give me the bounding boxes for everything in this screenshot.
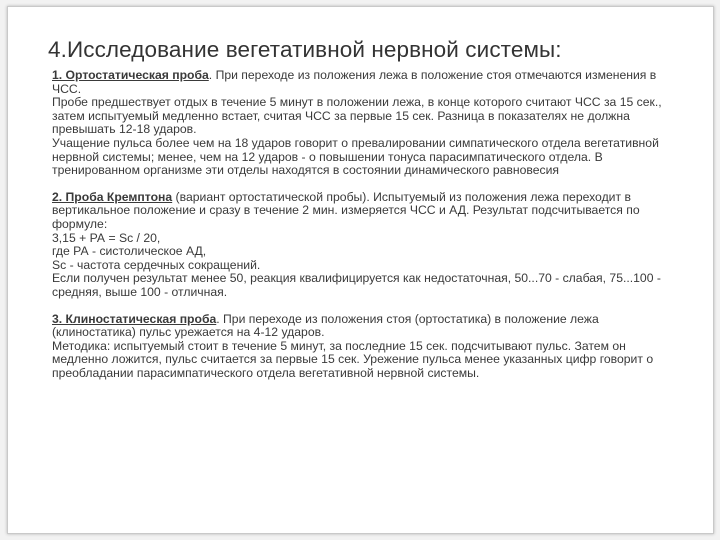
section2-intro bbox=[52, 191, 684, 232]
section3-heading: 3. Клиностатическая проба bbox=[52, 311, 217, 326]
section2-heading: 2. Проба Кремптона bbox=[52, 189, 173, 204]
section1-heading: 1. Ортостатическая проба bbox=[52, 68, 209, 82]
section1-intro-text: . При переходе из положения лежа в положение стоя отмечаются изменения в ЧСС. bbox=[52, 68, 657, 96]
section3-intro-text: . При переходе из положения стоя (ортостатика) в положение лежа (клиностатика) пульс урежается на 4-12 ударов. bbox=[52, 311, 599, 340]
section1-procedure: Пробе предшествует отдых в течение 5 минут в положении лежа, в конце которого считают ЧСС за 15 сек., затем испытуемый медленно встает, считая ЧСС за первые 15 сек. Разница в показателях не должна превышать 12-18 ударов. bbox=[52, 95, 662, 137]
section2-result: Если получен результат менее 50, реакция квалифицируется как недостаточная, 50...70 - слабая, 75...100 - средняя, выше 100 - отличная. bbox=[52, 271, 661, 299]
slide-frame bbox=[7, 6, 714, 534]
section1-intro bbox=[52, 69, 684, 96]
section2-formula: 3,15 + РА = Sc / 20, bbox=[52, 230, 161, 245]
slide-content bbox=[44, 37, 684, 380]
section3-method: Методика: испытуемый стоит в течение 5 минут, за последние 15 сек. подсчитывают пульс. Затем он медленно ложится, пульс считается за первые 15 сек. Урежение пульса менее указанных цифр говорит о преобладании парасимпатического отдела вегетативной нервной системы. bbox=[52, 338, 654, 380]
section1-interpretation: Учащение пульса более чем на 18 ударов говорит о превалировании симпатического отдела вегетативной нервной системы; менее, чем на 12 ударов - о повышении тонуса парасимпатического отдела. В тренированном организме эти отделы находятся в состоянии динамического равновесия bbox=[52, 135, 659, 178]
section2-where-sc: Sc - частота сердечных сокращений. bbox=[52, 257, 261, 272]
section2-intro-text: (вариант ортостатической пробы). Испытуемый из положения лежа переходит в вертикальное положение и сразу в течение 2 мин. измеряется ЧСС и АД. Результат подсчитывается по формуле: bbox=[52, 189, 640, 231]
slide-title: 4.Исследование вегетативной нервной системы: bbox=[48, 37, 562, 62]
section3-intro bbox=[52, 313, 684, 340]
section2-where-pa: где РА - систолическое АД, bbox=[52, 244, 207, 259]
